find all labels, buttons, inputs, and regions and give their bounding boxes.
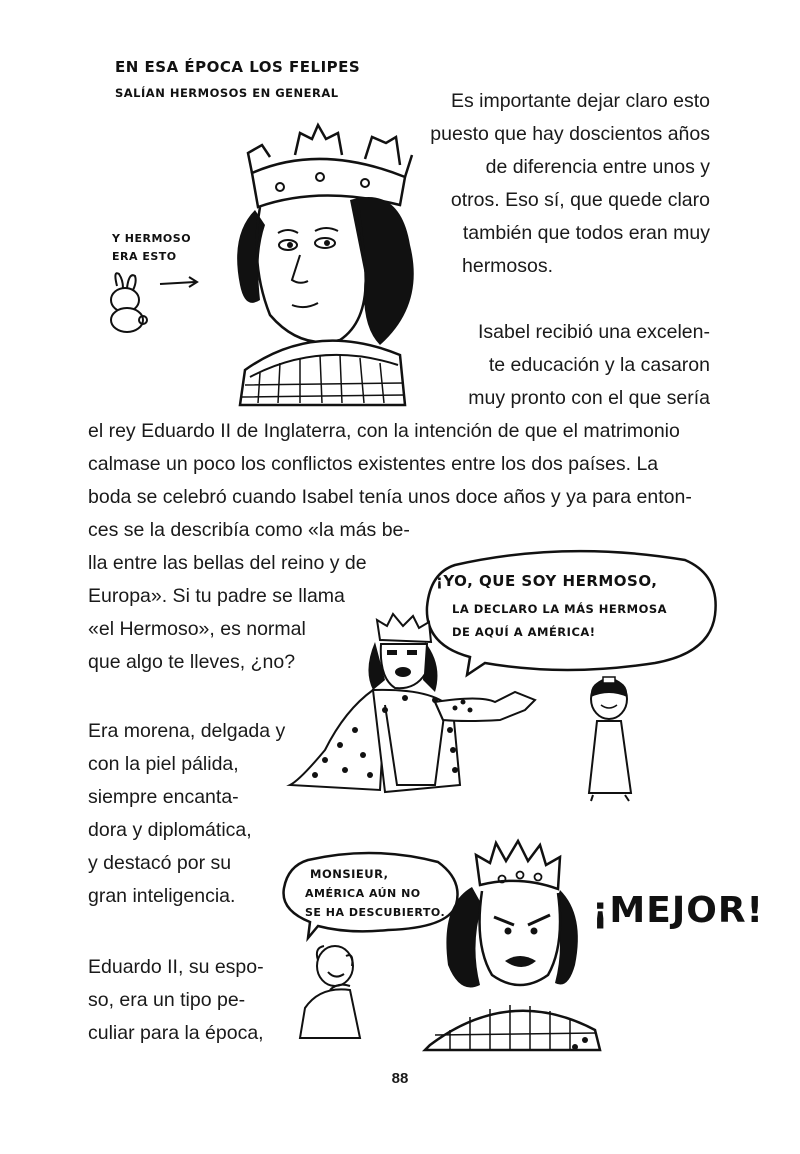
text-line: Isabel recibió una excelen- — [478, 321, 710, 343]
bubble2-line1: MONSIEUR, — [310, 867, 389, 881]
text-line: Europa». Si tu padre se llama — [88, 585, 345, 607]
felipe-portrait-illustration — [200, 115, 430, 415]
text-line: siempre encanta- — [88, 786, 239, 808]
bubble1-line2: LA DECLARO LA MÁS HERMOSA — [452, 602, 668, 616]
text-line: otros. Eso sí, que quede claro — [450, 189, 710, 211]
bubble2-line3: SE HA DESCUBIERTO. — [305, 906, 446, 919]
caption-top-line1: EN ESA ÉPOCA LOS FELIPES — [115, 58, 361, 76]
caption-side-line2: ERA ESTO — [112, 250, 177, 263]
text-line: también que todos eran muy — [462, 222, 710, 244]
angry-king-illustration — [410, 835, 610, 1050]
text-line: Es importante dejar claro esto — [450, 90, 710, 112]
text-line: boda se celebró cuando Isabel tenía unos doce años y ya para enton- — [88, 486, 692, 508]
text-line: so, era un tipo pe- — [88, 989, 246, 1011]
courtier-illustration — [290, 938, 370, 1038]
page-number: 88 — [391, 1070, 409, 1087]
text-line: hermosos. — [462, 255, 554, 277]
caption-side-line1: Y HERMOSO — [112, 232, 192, 245]
text-line: «el Hermoso», es normal — [88, 618, 306, 640]
caption-top-line2: SALÍAN HERMOSOS EN GENERAL — [115, 86, 339, 100]
text-line: muy pronto con el que sería — [468, 387, 710, 409]
text-line: lla entre las bellas del reino y de — [88, 552, 367, 574]
bubble1-line3: DE AQUÍ A AMÉRICA! — [452, 625, 596, 639]
girl-illustration — [575, 675, 645, 805]
text-line: que algo te lleves, ¿no? — [88, 651, 296, 673]
text-line: el rey Eduardo II de Inglaterra, con la intención de que el matrimonio — [88, 420, 680, 442]
text-line: calmase un poco los conflictos existentes entre los dos países. La — [88, 453, 659, 475]
bubble1-line1: ¡YO, QUE SOY HERMOSO, — [436, 572, 658, 590]
text-line: te educación y la casaron — [488, 354, 710, 376]
text-line: ces se la describía como «la más be- — [88, 519, 410, 541]
king-illustration — [285, 610, 545, 810]
text-line: dora y diplomática, — [88, 819, 252, 841]
text-line: culiar para la época, — [88, 1022, 264, 1044]
text-line: de diferencia entre unos y — [485, 156, 710, 178]
text-line: puesto que hay doscientos años — [430, 123, 710, 145]
arrow-bunny-illustration — [95, 268, 205, 338]
text-line: gran inteligencia. — [88, 885, 236, 907]
bubble2-line2: AMÉRICA AÚN NO — [305, 887, 421, 900]
mejor-exclamation: ¡MEJOR! — [592, 890, 764, 931]
text-line: Eduardo II, su espo- — [88, 956, 264, 978]
text-line: con la piel pálida, — [88, 753, 239, 775]
text-line: y destacó por su — [88, 852, 232, 874]
text-line: Era morena, delgada y — [88, 720, 286, 742]
